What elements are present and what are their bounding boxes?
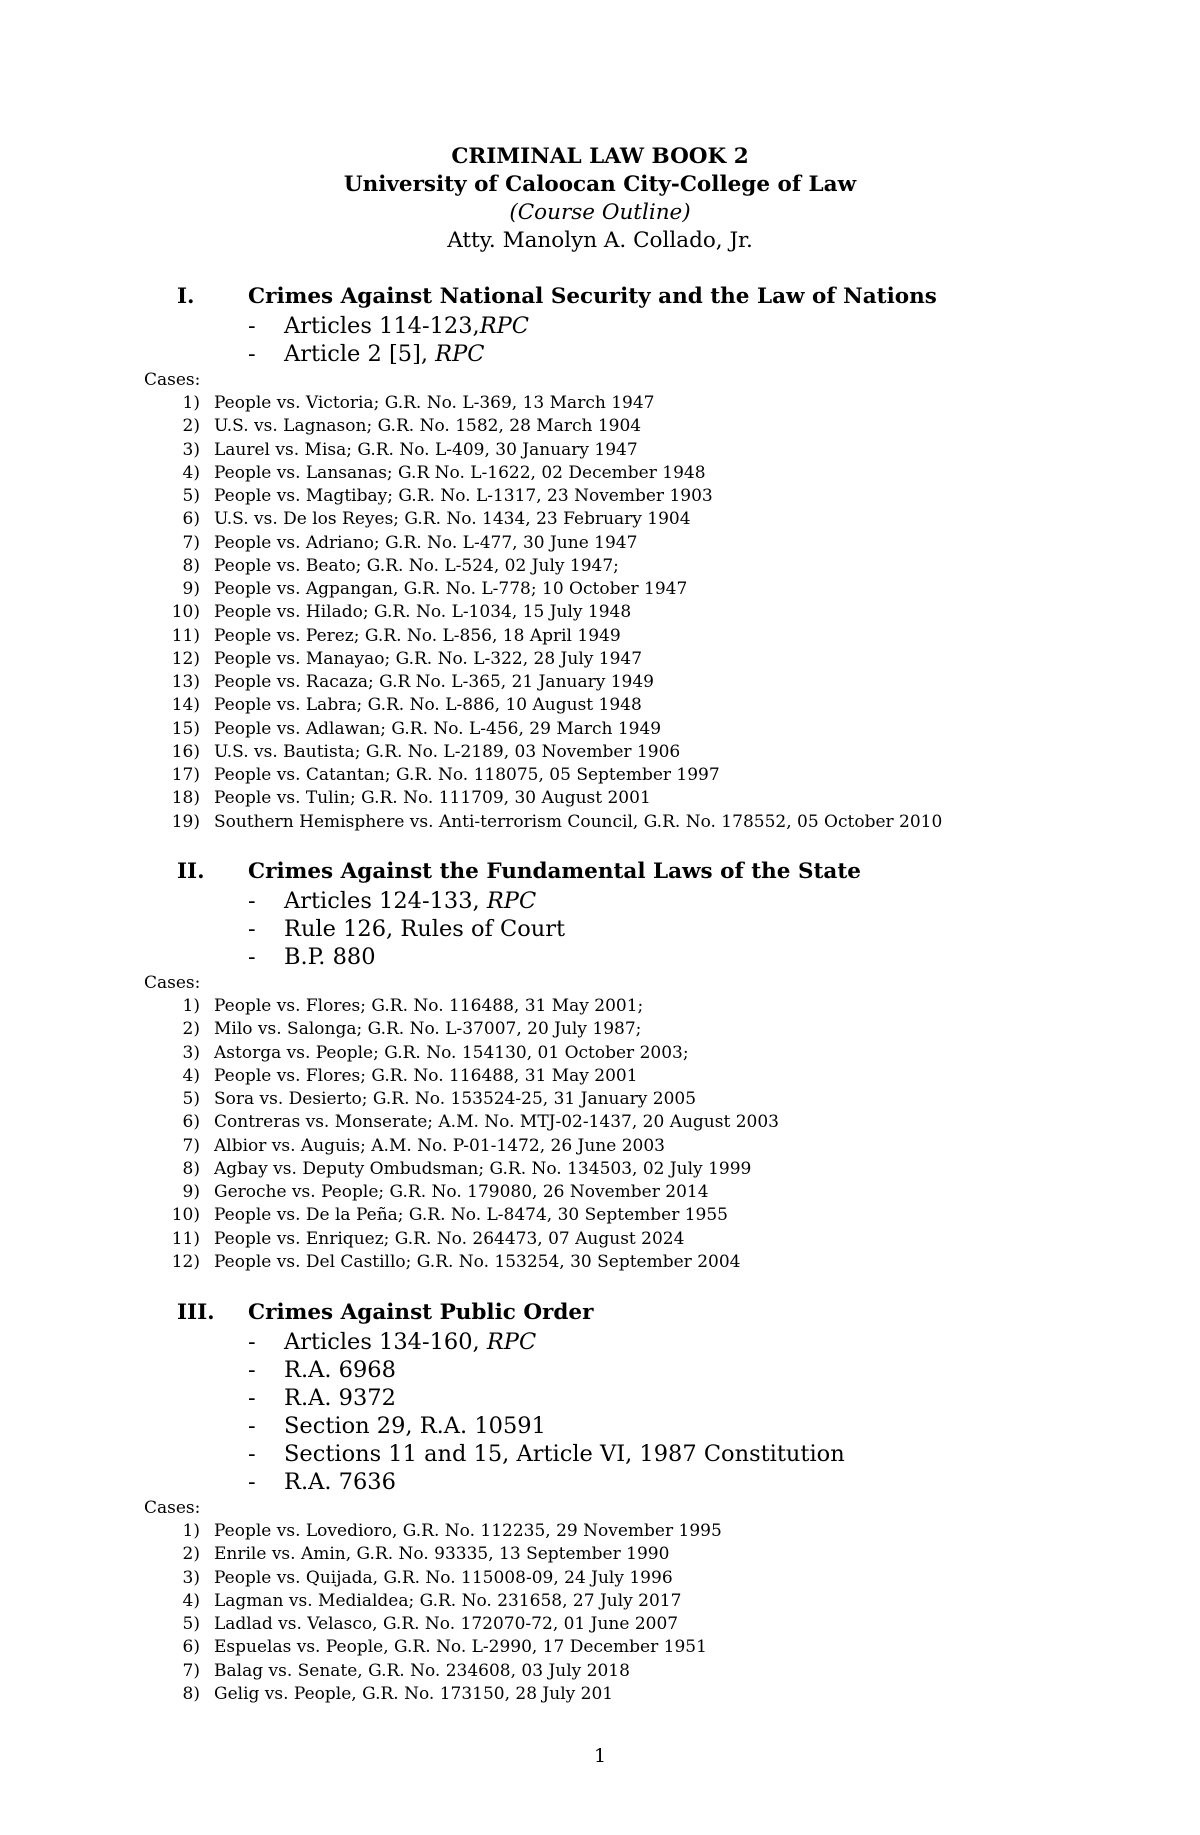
case-list-item <box>0 462 1200 485</box>
case-number: 11) <box>171 1228 200 1249</box>
case-number: 2) <box>182 1019 200 1040</box>
case-number: 6) <box>182 1637 200 1658</box>
subitem-text <box>284 312 529 340</box>
case-citation: Agbay vs. Deputy Ombudsman; G.R. No. 134503, 02 July 1999 <box>214 1158 752 1179</box>
case-number: 3) <box>182 1567 200 1588</box>
case-list-item <box>0 1204 1200 1227</box>
section-subitem <box>0 1412 1200 1440</box>
case-citation: Albior vs. Auguis; A.M. No. P-01-1472, 26 June 2003 <box>214 1135 665 1156</box>
subitem-dash: - <box>248 916 256 942</box>
subitem-dash: - <box>248 1329 256 1355</box>
document-subtitle: (Course Outline) <box>509 200 691 225</box>
cases-label: Cases: <box>144 370 201 390</box>
case-number: 5) <box>182 1614 200 1634</box>
case-number: 16) <box>171 741 200 762</box>
case-number: 5) <box>182 1089 200 1109</box>
outline-section-2 <box>0 857 1200 1274</box>
subitem-text <box>284 915 565 943</box>
subitem-dash: - <box>248 1357 256 1383</box>
subitem-plain: Rule 126, Rules of Court <box>284 916 566 942</box>
case-citation: People vs. Hilado; G.R. No. L-1034, 15 July 1948 <box>214 602 632 623</box>
case-list-item <box>0 718 1200 741</box>
subitem-dash: - <box>248 341 256 367</box>
case-number: 13) <box>171 672 200 692</box>
case-list-item <box>0 1158 1200 1181</box>
document-header <box>0 143 1200 255</box>
case-list-item <box>0 508 1200 531</box>
case-number: 19) <box>171 811 200 832</box>
case-number: 1) <box>182 393 200 413</box>
subitem-plain: Article 2 [5], <box>284 341 436 367</box>
case-number: 2) <box>182 416 200 437</box>
section-subitem <box>0 1384 1200 1412</box>
section-subitem <box>0 1468 1200 1496</box>
subitem-plain: R.A. 6968 <box>284 1357 396 1383</box>
section-subitem <box>0 340 1200 368</box>
case-citation: People vs. De la Peña; G.R. No. L-8474, 30 September 1955 <box>214 1205 728 1226</box>
subitem-italic: RPC <box>486 1329 537 1355</box>
case-citation: Gelig vs. People, G.R. No. 173150, 28 July 201 <box>214 1683 614 1704</box>
case-citation: Lagman vs. Medialdea; G.R. No. 231658, 27 July 2017 <box>214 1590 682 1611</box>
case-citation: Contreras vs. Monserate; A.M. No. MTJ-02-1437, 20 August 2003 <box>214 1112 779 1133</box>
case-number: 9) <box>182 579 200 599</box>
case-number: 6) <box>182 1112 200 1133</box>
case-list-item <box>0 415 1200 438</box>
subitem-dash: - <box>248 944 256 970</box>
case-number: 10) <box>171 1205 200 1226</box>
case-list-item <box>0 1660 1200 1683</box>
case-number: 2) <box>182 1544 200 1565</box>
case-citation: People vs. Lovedioro, G.R. No. 112235, 29 November 1995 <box>214 1521 722 1541</box>
case-list-item <box>0 1567 1200 1590</box>
subitem-text <box>284 887 536 915</box>
subitem-text <box>284 340 484 368</box>
university-name: University of Caloocan City-College of Law <box>343 172 857 197</box>
subitem-dash: - <box>248 1441 256 1467</box>
case-number: 17) <box>171 765 200 785</box>
case-citation: Ladlad vs. Velasco, G.R. No. 172070-72, 01 June 2007 <box>214 1614 679 1634</box>
section-numeral: I. <box>177 284 195 309</box>
section-subitem <box>0 943 1200 971</box>
section-numeral: II. <box>177 859 205 884</box>
subitem-plain: Sections 11 and 15, Article VI, 1987 Constitution <box>284 1441 845 1467</box>
case-list-item <box>0 1111 1200 1134</box>
case-number: 12) <box>171 648 200 669</box>
section-title: Crimes Against the Fundamental Laws of the State <box>248 859 861 884</box>
case-number: 8) <box>182 1158 200 1179</box>
case-list-item <box>0 1520 1200 1543</box>
case-citation: People vs. Adriano; G.R. No. L-477, 30 June 1947 <box>214 532 638 553</box>
case-citation: People vs. Adlawan; G.R. No. L-456, 29 March 1949 <box>214 718 662 739</box>
case-citation: Enrile vs. Amin, G.R. No. 93335, 13 September 1990 <box>214 1544 670 1565</box>
case-citation: U.S. vs. Bautista; G.R. No. L-2189, 03 November 1906 <box>214 741 681 762</box>
case-list-item <box>0 764 1200 787</box>
subitem-italic: RPC <box>486 888 537 914</box>
subitem-text <box>284 1356 396 1384</box>
subitem-plain: R.A. 7636 <box>284 1469 396 1495</box>
case-citation: People vs. Enriquez; G.R. No. 264473, 07 August 2024 <box>214 1228 685 1249</box>
section-title: Crimes Against National Security and the Law of Nations <box>248 284 937 309</box>
section-subitem <box>0 915 1200 943</box>
case-list-item <box>0 578 1200 601</box>
case-citation: People vs. Beato; G.R. No. L-524, 02 July 1947; <box>214 555 619 576</box>
case-list-item <box>0 694 1200 717</box>
case-number: 6) <box>182 509 200 530</box>
case-number: 14) <box>171 695 200 716</box>
subitem-text <box>284 943 376 971</box>
case-list-item <box>0 741 1200 764</box>
case-citation: Geroche vs. People; G.R. No. 179080, 26 November 2014 <box>214 1182 709 1202</box>
case-list-item <box>0 1683 1200 1706</box>
case-citation: Sora vs. Desierto; G.R. No. 153524-25, 31 January 2005 <box>214 1089 697 1109</box>
case-number: 4) <box>182 462 200 483</box>
subitem-text <box>284 1384 396 1412</box>
case-citation: People vs. Del Castillo; G.R. No. 153254, 30 September 2004 <box>214 1251 741 1272</box>
case-list-item <box>0 1042 1200 1065</box>
section-subitem <box>0 1328 1200 1356</box>
case-citation: U.S. vs. De los Reyes; G.R. No. 1434, 23 February 1904 <box>214 509 691 530</box>
section-heading <box>0 282 1200 312</box>
page-number: 1 <box>593 1745 607 1767</box>
case-number: 3) <box>182 1042 200 1063</box>
subitem-plain: Articles 134-160, <box>284 1329 487 1355</box>
document-title: CRIMINAL LAW BOOK 2 <box>451 144 749 169</box>
case-list-item <box>0 1590 1200 1613</box>
cases-label: Cases: <box>144 973 201 993</box>
section-subitem <box>0 1440 1200 1468</box>
case-list-item <box>0 532 1200 555</box>
subitem-text <box>284 1440 845 1468</box>
case-list-item <box>0 601 1200 624</box>
subitem-text <box>284 1412 546 1440</box>
case-list-item <box>0 439 1200 462</box>
section-heading <box>0 857 1200 887</box>
case-list-item <box>0 1181 1200 1204</box>
section-subitem <box>0 1356 1200 1384</box>
case-citation: People vs. Manayao; G.R. No. L-322, 28 July 1947 <box>214 648 643 669</box>
case-list-item <box>0 1251 1200 1274</box>
case-citation: People vs. Racaza; G.R No. L-365, 21 January 1949 <box>214 672 654 692</box>
case-list-item <box>0 1228 1200 1251</box>
case-list-item <box>0 1613 1200 1636</box>
case-citation: People vs. Flores; G.R. No. 116488, 31 May 2001; <box>214 996 644 1016</box>
subitem-plain: R.A. 9372 <box>284 1385 396 1411</box>
author-name: Atty. Manolyn A. Collado, Jr. <box>447 228 753 253</box>
case-number: 7) <box>182 532 200 553</box>
case-citation: People vs. Catantan; G.R. No. 118075, 05 September 1997 <box>214 765 720 785</box>
subitem-plain: Articles 114-123, <box>284 313 480 339</box>
subitem-dash: - <box>248 1413 256 1439</box>
case-citation: People vs. Lansanas; G.R No. L-1622, 02 December 1948 <box>214 462 706 483</box>
case-citation: People vs. Perez; G.R. No. L-856, 18 April 1949 <box>214 625 621 646</box>
case-list-item <box>0 625 1200 648</box>
case-list-item <box>0 787 1200 810</box>
case-citation: Balag vs. Senate, G.R. No. 234608, 03 July 2018 <box>214 1660 630 1681</box>
case-citation: Southern Hemisphere vs. Anti-terrorism Council, G.R. No. 178552, 05 October 2010 <box>214 811 943 832</box>
subitem-italic: RPC <box>479 313 529 339</box>
section-subitem <box>0 887 1200 915</box>
case-list-item <box>0 555 1200 578</box>
case-list-item <box>0 995 1200 1018</box>
case-number: 4) <box>182 1065 200 1086</box>
case-citation: People vs. Agpangan, G.R. No. L-778; 10 October 1947 <box>214 579 688 599</box>
case-number: 10) <box>171 602 200 623</box>
case-citation: U.S. vs. Lagnason; G.R. No. 1582, 28 March 1904 <box>214 416 642 437</box>
outline-section-1 <box>0 282 1200 834</box>
section-title: Crimes Against Public Order <box>248 1300 594 1325</box>
subitem-plain: B.P. 880 <box>284 944 376 970</box>
subitem-plain: Section 29, R.A. 10591 <box>284 1413 546 1439</box>
case-number: 8) <box>182 555 200 576</box>
section-heading <box>0 1298 1200 1328</box>
case-number: 7) <box>182 1660 200 1681</box>
case-number: 7) <box>182 1135 200 1156</box>
subitem-dash: - <box>248 1385 256 1411</box>
case-number: 9) <box>182 1182 200 1202</box>
case-citation: People vs. Magtibay; G.R. No. L-1317, 23 November 1903 <box>214 486 713 506</box>
case-number: 11) <box>171 625 200 646</box>
case-list-item <box>0 1135 1200 1158</box>
case-list-item <box>0 392 1200 415</box>
case-list-item <box>0 811 1200 834</box>
cases-label: Cases: <box>144 1498 201 1518</box>
case-number: 18) <box>171 788 200 809</box>
case-number: 3) <box>182 439 200 460</box>
case-list-item <box>0 1543 1200 1566</box>
case-number: 5) <box>182 486 200 506</box>
case-citation: Astorga vs. People; G.R. No. 154130, 01 October 2003; <box>214 1042 689 1063</box>
case-number: 4) <box>182 1590 200 1611</box>
case-list-item <box>0 671 1200 694</box>
outline-section-3 <box>0 1298 1200 1706</box>
subitem-plain: Articles 124-133, <box>284 888 487 914</box>
case-list-item <box>0 1636 1200 1659</box>
subitem-dash: - <box>248 313 256 339</box>
case-list-item <box>0 648 1200 671</box>
case-list-item <box>0 1088 1200 1111</box>
case-number: 15) <box>171 718 200 739</box>
case-number: 1) <box>182 996 200 1016</box>
case-citation: Espuelas vs. People, G.R. No. L-2990, 17 December 1951 <box>214 1637 707 1658</box>
case-citation: People vs. Flores; G.R. No. 116488, 31 May 2001 <box>214 1065 638 1086</box>
case-number: 1) <box>182 1521 200 1541</box>
section-numeral: III. <box>177 1300 215 1325</box>
case-citation: People vs. Tulin; G.R. No. 111709, 30 August 2001 <box>214 788 651 809</box>
subitem-italic: RPC <box>435 341 485 367</box>
case-list-item <box>0 1018 1200 1041</box>
case-citation: Laurel vs. Misa; G.R. No. L-409, 30 January 1947 <box>214 439 638 460</box>
subitem-dash: - <box>248 1469 256 1495</box>
case-citation: People vs. Victoria; G.R. No. L-369, 13 March 1947 <box>214 393 655 413</box>
case-number: 12) <box>171 1251 200 1272</box>
case-citation: Milo vs. Salonga; G.R. No. L-37007, 20 July 1987; <box>214 1019 642 1040</box>
subitem-text <box>284 1328 536 1356</box>
section-subitem <box>0 312 1200 340</box>
subitem-dash: - <box>248 888 256 914</box>
subitem-text <box>284 1468 396 1496</box>
case-number: 8) <box>182 1683 200 1704</box>
case-citation: People vs. Labra; G.R. No. L-886, 10 August 1948 <box>214 695 642 716</box>
case-list-item <box>0 485 1200 508</box>
case-citation: People vs. Quijada, G.R. No. 115008-09, 24 July 1996 <box>214 1567 673 1588</box>
case-list-item <box>0 1065 1200 1088</box>
